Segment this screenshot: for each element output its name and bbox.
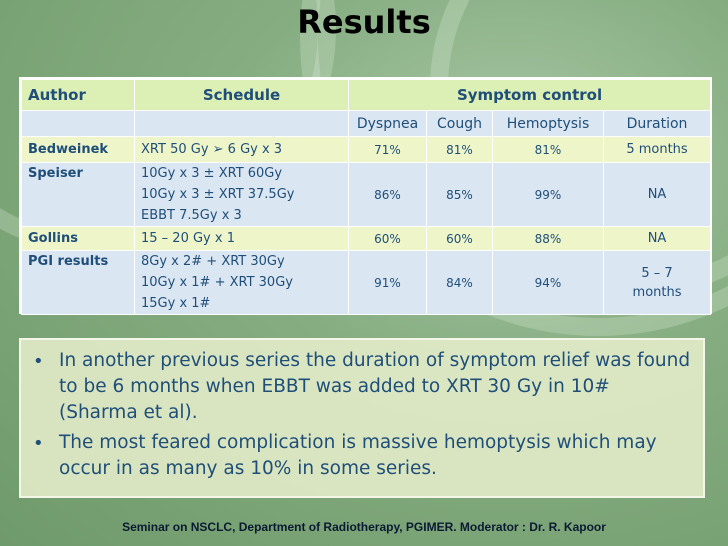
dyspnea-cell: 71% xyxy=(349,137,427,163)
schedule-line: 10Gy x 3 ± XRT 60Gy xyxy=(141,166,283,181)
schedule-line: EBBT 7.5Gy x 3 xyxy=(141,208,242,223)
hemoptysis-cell: 99% xyxy=(493,163,604,227)
cough-cell: 84% xyxy=(427,251,493,315)
slide-title: Results xyxy=(297,3,431,41)
bullet-item xyxy=(31,348,693,426)
table-row xyxy=(22,227,711,251)
schedule-cell: 15 – 20 Gy x 1 xyxy=(135,227,349,251)
hemoptysis-cell: 81% xyxy=(493,137,604,163)
table-row xyxy=(22,251,711,315)
author-cell: Speiser xyxy=(22,163,135,227)
hemoptysis-cell: 94% xyxy=(493,251,604,315)
subheader-cough: Cough xyxy=(427,111,493,137)
results-table xyxy=(19,77,712,314)
bullet-list xyxy=(19,338,705,498)
cough-cell: 81% xyxy=(427,137,493,163)
cough-cell: 85% xyxy=(427,163,493,227)
dyspnea-cell: 91% xyxy=(349,251,427,315)
schedule-line: 10Gy x 3 ± XRT 37.5Gy xyxy=(141,187,295,202)
author-cell: PGI results xyxy=(22,251,135,315)
author-cell: Bedweinek xyxy=(22,137,135,163)
schedule-cell: XRT 50 Gy ➢ 6 Gy x 3 xyxy=(135,137,349,163)
bullet-item xyxy=(31,430,693,482)
cough-cell: 60% xyxy=(427,227,493,251)
duration-line: months xyxy=(632,284,682,300)
subheader-empty xyxy=(135,111,349,137)
table-row xyxy=(22,163,711,227)
duration-cell xyxy=(604,251,711,315)
table-header-row xyxy=(22,80,711,111)
table-subheader-row xyxy=(22,111,711,137)
schedule-cell xyxy=(135,163,349,227)
footer-text: Seminar on NSCLC, Department of Radiotherapy, PGIMER. Moderator : Dr. R. Kapoor xyxy=(122,520,606,534)
dyspnea-cell: 60% xyxy=(349,227,427,251)
header-symptom-control: Symptom control xyxy=(349,80,711,111)
duration-cell: NA xyxy=(604,227,711,251)
bullet-icon: • xyxy=(33,351,44,372)
author-cell: Gollins xyxy=(22,227,135,251)
table-row xyxy=(22,137,711,163)
dyspnea-cell: 86% xyxy=(349,163,427,227)
bullet-text: In another previous series the duration of symptom relief was found to be 6 months when EBBT was added to XRT 30 Gy in 10# (Sharma et al). xyxy=(59,350,691,423)
subheader-empty xyxy=(22,111,135,137)
bullet-text: The most feared complication is massive hemoptysis which may occur in as many as 10% in some series. xyxy=(59,432,657,479)
schedule-line: 10Gy x 1# + XRT 30Gy xyxy=(141,275,293,290)
hemoptysis-cell: 88% xyxy=(493,227,604,251)
schedule-line: 15Gy x 1# xyxy=(141,296,211,311)
duration-line: 5 – 7 xyxy=(641,265,673,281)
subheader-dyspnea: Dyspnea xyxy=(349,111,427,137)
schedule-line: 8Gy x 2# + XRT 30Gy xyxy=(141,254,285,269)
subheader-hemoptysis: Hemoptysis xyxy=(493,111,604,137)
header-schedule: Schedule xyxy=(135,80,349,111)
bullet-icon: • xyxy=(33,433,44,454)
duration-cell: NA xyxy=(604,163,711,227)
subheader-duration: Duration xyxy=(604,111,711,137)
schedule-cell xyxy=(135,251,349,315)
header-author: Author xyxy=(22,80,135,111)
duration-cell: 5 months xyxy=(604,137,711,163)
